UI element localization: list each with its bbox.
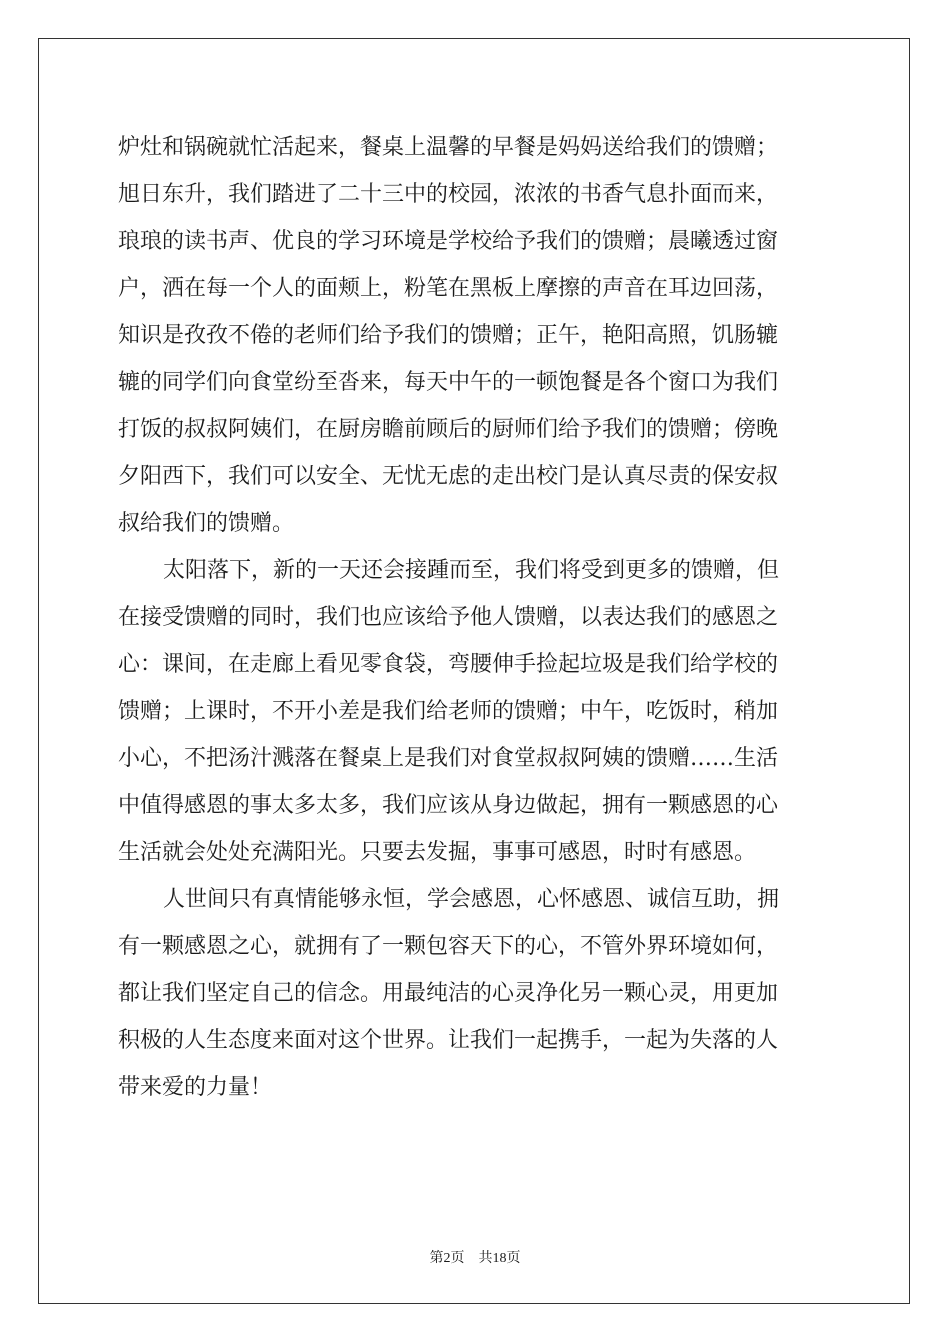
text-line: 带来爱的力量！ — [118, 1075, 273, 1100]
text-line: 户，洒在每一个人的面颊上，粉笔在黑板上摩擦的声音在耳边回荡， — [118, 276, 779, 301]
text-line: 都让我们坚定自己的信念。用最纯洁的心灵净化另一颗心灵，用更加 — [118, 981, 779, 1006]
text-line: 叔给我们的馈赠。 — [118, 511, 295, 536]
page-number: 第2页 — [429, 1251, 465, 1266]
document-body — [118, 124, 834, 1111]
total-pages: 共18页 — [478, 1251, 521, 1266]
text-line: 馈赠；上课时，不开小差是我们给老师的馈赠；中午，吃饭时，稍加 — [118, 699, 779, 724]
text-line: 有一颗感恩之心，就拥有了一颗包容天下的心，不管外界环境如何， — [118, 934, 779, 959]
text-line: 在接受馈赠的同时，我们也应该给予他人馈赠，以表达我们的感恩之 — [118, 605, 779, 630]
text-line: 积极的人生态度来面对这个世界。让我们一起携手，一起为失落的人 — [118, 1028, 779, 1053]
text-line: 琅琅的读书声、优良的学习环境是学校给予我们的馈赠；晨曦透过窗 — [118, 229, 779, 254]
page-footer — [0, 1247, 950, 1267]
text-line: 小心，不把汤汁溅落在餐桌上是我们对食堂叔叔阿姨的馈赠……生活 — [118, 746, 779, 771]
text-line: 知识是孜孜不倦的老师们给予我们的馈赠；正午，艳阳高照，饥肠辘 — [118, 323, 779, 348]
text-line: 打饭的叔叔阿姨们，在厨房瞻前顾后的厨师们给予我们的馈赠；傍晚 — [118, 417, 779, 442]
paragraph-start-line: 太阳落下，新的一天还会接踵而至，我们将受到更多的馈赠，但 — [163, 558, 780, 583]
text-line: 旭日东升，我们踏进了二十三中的校园，浓浓的书香气息扑面而来， — [118, 182, 779, 207]
text-line: 辘的同学们向食堂纷至沓来，每天中午的一顿饱餐是各个窗口为我们 — [118, 370, 779, 395]
text-line: 中值得感恩的事太多太多，我们应该从身边做起，拥有一颗感恩的心 — [118, 793, 779, 818]
paragraph-start-line: 人世间只有真情能够永恒，学会感恩，心怀感恩、诚信互助，拥 — [163, 887, 780, 912]
text-line: 心：课间，在走廊上看见零食袋，弯腰伸手捡起垃圾是我们给学校的 — [118, 652, 779, 677]
text-line: 炉灶和锅碗就忙活起来，餐桌上温馨的早餐是妈妈送给我们的馈赠； — [118, 135, 779, 160]
text-line: 夕阳西下，我们可以安全、无忧无虑的走出校门是认真尽责的保安叔 — [118, 464, 779, 489]
text-line: 生活就会处处充满阳光。只要去发掘，事事可感恩，时时有感恩。 — [118, 840, 757, 865]
